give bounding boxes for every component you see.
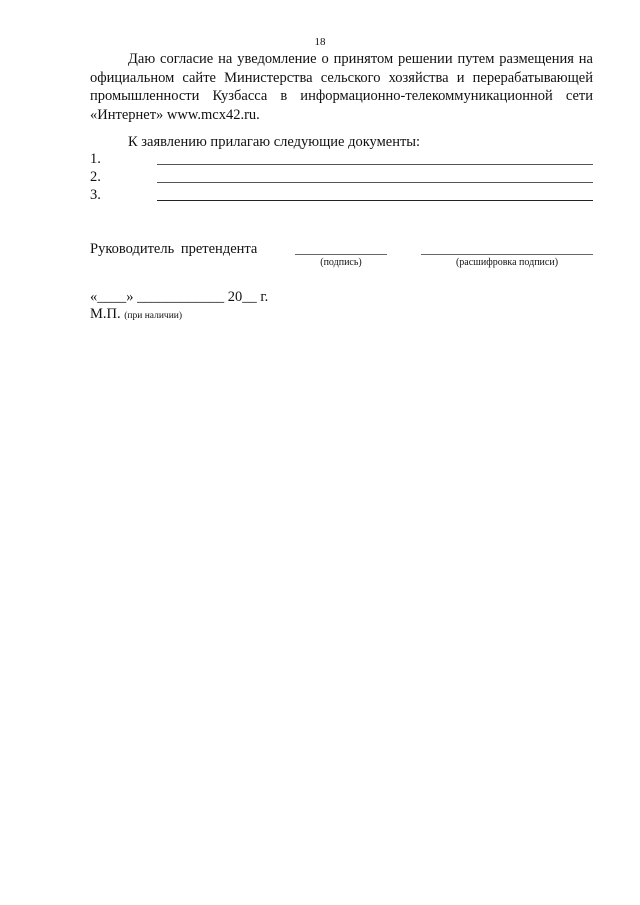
- page-number: 18: [314, 36, 326, 48]
- date-line: «____» ____________ 20__ г.: [90, 289, 269, 305]
- attachment-blank-line: [157, 164, 593, 165]
- attachment-row-3: [90, 186, 593, 204]
- signature-line: [295, 254, 387, 255]
- attachment-number: 2.: [90, 169, 101, 185]
- attachment-row-2: [90, 168, 593, 186]
- attachment-blank-line: [157, 182, 593, 183]
- signature-caption: (подпись): [320, 257, 362, 268]
- consent-text: Даю согласие на уведомление о принятом решении путем размещения на официальном сайте Министерства сельского хозяйства и перерабатывающей промышленности Кузбасса в информационно-телекоммуникационной сети «Интернет» www.mcx42.ru.: [90, 51, 593, 123]
- stamp-label: М.П.: [90, 306, 121, 322]
- signature-decoding-line: [421, 254, 593, 255]
- attachments-intro: К заявлению прилагаю следующие документы:: [128, 134, 421, 150]
- stamp-note: (при наличии): [124, 311, 183, 321]
- attachment-blank-line: [157, 200, 593, 201]
- consent-paragraph: [90, 50, 593, 124]
- signature-decoding-caption: (расшифровка подписи): [455, 257, 559, 268]
- attachment-number: 3.: [90, 187, 101, 203]
- attachment-number: 1.: [90, 151, 101, 167]
- head-of-applicant-label: Руководитель претендента: [90, 241, 258, 257]
- attachment-row-1: [90, 150, 593, 168]
- stamp-line: [90, 305, 182, 325]
